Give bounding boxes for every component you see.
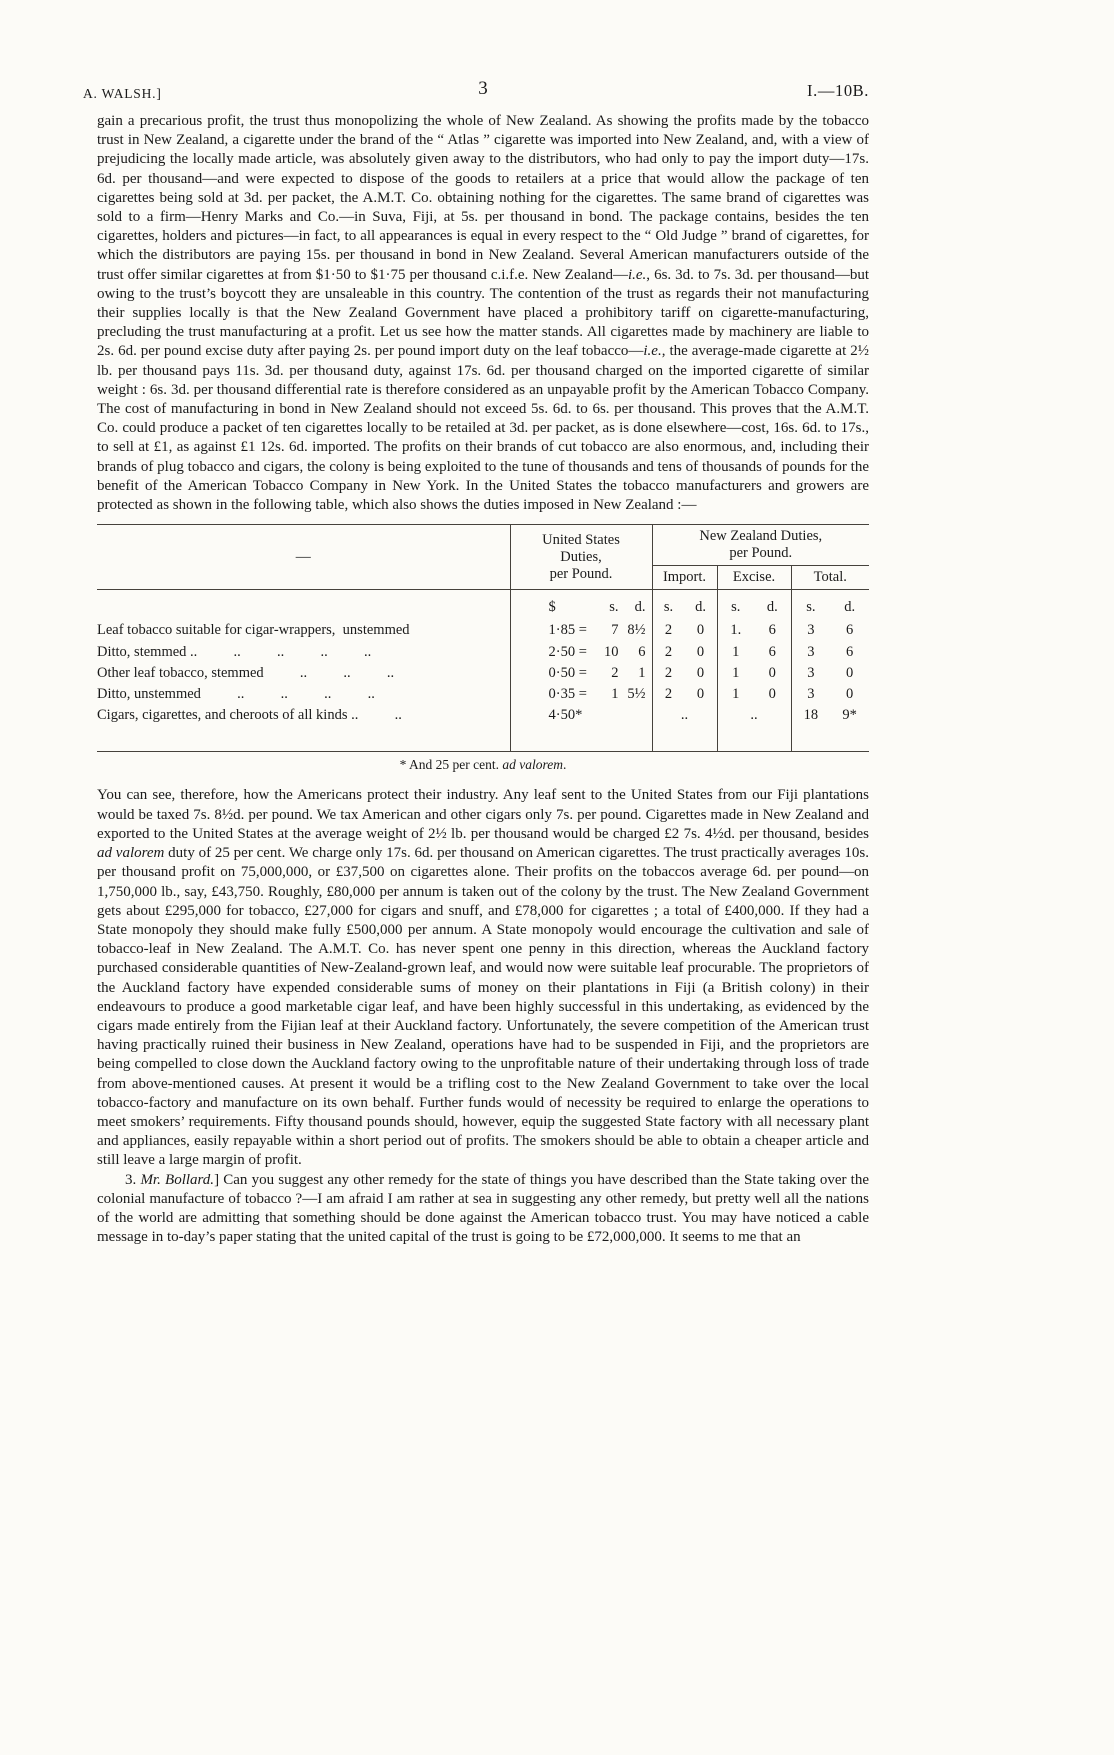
row-label: Ditto, unstemmed .. .. .. .. xyxy=(97,686,375,703)
import-duty-cell: 2 0 xyxy=(664,643,705,660)
us-duties-header: United States Duties, per Pound. xyxy=(510,525,652,590)
row-label: Ditto, stemmed .. .. .. .. .. xyxy=(97,643,372,660)
row-label: Leaf tobacco suitable for cigar-wrappers, unstemmed xyxy=(97,622,410,639)
us-duty-cell: 0·50 = 2 1 xyxy=(510,663,652,684)
nz-duties-header: New Zealand Duties, per Pound. xyxy=(652,525,869,566)
total-duty-cell: 3 0 xyxy=(791,684,869,705)
units-row xyxy=(97,590,869,621)
total-column-header: Total. xyxy=(791,566,869,590)
total-units-cell: s. d. xyxy=(791,590,869,621)
table-row xyxy=(97,663,869,684)
total-duty-cell: 3 6 xyxy=(791,620,869,641)
row-label: Cigars, cigarettes, and cheroots of all kinds .. .. xyxy=(97,707,402,724)
main-text-column xyxy=(97,112,869,752)
excise-column-header: Excise. xyxy=(717,566,791,590)
import-duty-cell: 2 0 xyxy=(664,622,705,639)
excise-duty-cell: 1 0 xyxy=(717,684,791,705)
import-column-header: Import. xyxy=(652,566,717,590)
total-duty-cell: 18 9* xyxy=(791,705,869,752)
us-duty-cell: 4·50* xyxy=(510,705,652,752)
excise-duty-cell: .. xyxy=(717,705,791,752)
total-duty-cell: 3 0 xyxy=(791,663,869,684)
table-row xyxy=(97,684,869,705)
stub-header-cell: — xyxy=(97,525,510,590)
us-duty-cell: 1·85 = 7 8½ xyxy=(510,620,652,641)
excise-duty-cell: 1 0 xyxy=(717,663,791,684)
table-header-row-1 xyxy=(97,525,869,566)
import-duty-cell: .. xyxy=(680,707,689,724)
row-label: Other leaf tobacco, stemmed .. .. .. xyxy=(97,664,395,681)
paragraph-discussion: You can see, therefore, how the Americans protect their industry. Any leaf sent to the United States from our Fiji plantations would be taxed 7s. 8½d. per pound. We tax American and other cigars only 7s. per pound. Cigarettes made in New Zealand and exported to the United States at the average weight of 2½ lb. per thousand would be charged £2 7s. 4½d. per thousand, besides ad valorem duty of 25 per cent. We charge only 17s. 6d. per thousand on American cigarettes. The trust practically averages 10s. per thousand profit on 75,000,000, or £37,500 on cigarettes alone. Their profits on the tobaccos average 6d. per pound—on 1,750,000 lb., say, £43,750. Roughly, £80,000 per annum is taken out of the colony by the trust. The New Zealand Government gets about £295,000 for tobacco, £27,000 for cigars and snuff, and £78,000 for cigarettes ; a total of £400,000. If they had a State monopoly they should make fully £500,000 per annum. A State monopoly would encourage the cultivation and sale of tobacco-leaf in New Zealand. The A.M.T. Co. has never spent one penny in this direction, whereas the Auckland factory purchased considerable quantities of New-Zealand-grown leaf, and would now were suitable leaf procurable. The proprietors of the Auckland factory have expended considerable sums of money on their plantations in Fiji (a British colony) in their endeavours to produce a good marketable cigar leaf, and have been highly successful in this undertaking, as evidenced by the cigars made entirely from the Fijian leaf at their Auckland factory. Unfortunately, the severe competition of the American trust having practically ruined their business in New Zealand, operations have had to be suspended in Fiji, and the proprietors are being compelled to close down the Auckland factory owing to the unprofitable nature of their undertaking through loss of trade from above-mentioned causes. At present it would be a trifling cost to the New Zealand Government to take over the local tobacco-factory and manufacture on its own behalf. Further funds would of necessity be required to enlarge the operations to meet smokers’ requirements. Fifty thousand pounds should, however, equip the suggested State factory with all necessary plant and appliances, easily repayable within a short period out of profits. The smokers should be able to obtain a cheaper article and still leave a large margin of profit. xyxy=(97,787,869,1169)
main-text-column-lower xyxy=(97,786,869,1247)
paragraph-continuation: gain a precarious profit, the trust thus monopolizing the whole of New Zealand. As showing the profits made by the tobacco trust in New Zealand, a cigarette under the brand of the “ Atlas ” cigarette was imported into New Zealand, and, with a view of prejudicing the locally made article, was absolutely given away to the distributors, who had only to pay the import duty—17s. 6d. per thousand—and were expected to dispose of the goods to retailers at a price that would allow the package of ten cigarettes being sold at 3d. per packet, the A.M.T. Co. obtaining nothing for the cigarettes. The same brand of cigarettes was sold to a firm—Henry Marks and Co.—in Suva, Fiji, at 5s. per thousand in bond. The package contains, besides the ten cigarettes, holders and pictures—in fact, to all appearances is equal in every respect to the “ Old Judge ” brand of cigarettes, for which the distributors are paying 15s. per thousand in bond in New Zealand. Several American manufacturers outside of the trust offer similar cigarettes at from $1·50 to $1·75 per thousand c.i.f.e. New Zealand—i.e., 6s. 3d. to 7s. 3d. per thousand—but owing to the trust’s boycott they are unsaleable in this country. The contention of the trust as regards their not manufacturing their supplies locally is that the New Zealand Government have placed a prohibitory tariff on cigarette-manufacturing, precluding the trust manufacturing at a profit. Let us see how the matter stands. All cigarettes made by machinery are liable to 2s. 6d. per pound excise duty after paying 2s. per pound import duty on the leaf tobacco—i.e., the average-made cigarette at 2½ lb. per thousand pays 11s. 3d. per thousand duty, against 17s. 6d. per thousand charged on the imported cigarette of similar weight : 6s. 3d. per thousand differential rate is therefore considered as an unpayable profit by the American Tobacco Company. The cost of manufacturing in bond in New Zealand should not exceed 5s. 6d. to 6s. per thousand. This proves that the A.M.T. Co. could produce a packet of ten cigarettes locally to be retailed at 3d. per packet, as is done elsewhere—cost, 16s. 6d. to 17s., to sell at £1, as against £1 12s. 6d. imported. The profits on their brands of cut tobacco are also enormous, and, including their brands of plug tobacco and cigars, the colony is being exploited to the tune of thousands and tens of thousands of pounds for the benefit of the American Tobacco Company in New York. In the United States the tobacco manufacturers and growers are protected as shown in the following table, which also shows the duties imposed in New Zealand :— xyxy=(97,113,869,514)
running-header xyxy=(83,78,869,112)
excise-units-cell: s. d. xyxy=(717,590,791,621)
excise-duty-cell: 1 6 xyxy=(717,642,791,663)
us-duty-cell: 2·50 = 10 6 xyxy=(510,642,652,663)
us-units-cell: $ s. d. xyxy=(510,590,652,621)
excise-duty-cell: 1. 6 xyxy=(717,620,791,641)
total-duty-cell: 3 6 xyxy=(791,642,869,663)
import-units-cell: s. d. xyxy=(663,599,706,616)
duties-table xyxy=(97,524,869,752)
us-duty-cell: 0·35 = 1 5½ xyxy=(510,684,652,705)
page-number: 3 xyxy=(478,78,488,99)
header-witness-name: A. WALSH.] xyxy=(83,86,162,101)
table-row xyxy=(97,642,869,663)
table-row xyxy=(97,705,869,752)
import-duty-cell: 2 0 xyxy=(664,686,705,703)
table-footnote: * And 25 per cent. ad valorem. xyxy=(399,757,567,773)
header-paper-reference: I.—10B. xyxy=(807,81,869,100)
import-duty-cell: 2 0 xyxy=(664,664,705,681)
paragraph-question-3: 3. Mr. Bollard.] Can you suggest any other remedy for the state of things you have described than the State taking over the colonial manufacture of tobacco ?—I am afraid I am rather at sea in suggesting any other remedy, but pretty well all the nations of the world are admitting that something should be done against the American tobacco trust. You may have noticed a cable message in to-day’s paper stating that the united capital of the trust is going to be £72,000,000. It seems to me that an xyxy=(97,1171,870,1246)
table-row xyxy=(97,620,869,641)
